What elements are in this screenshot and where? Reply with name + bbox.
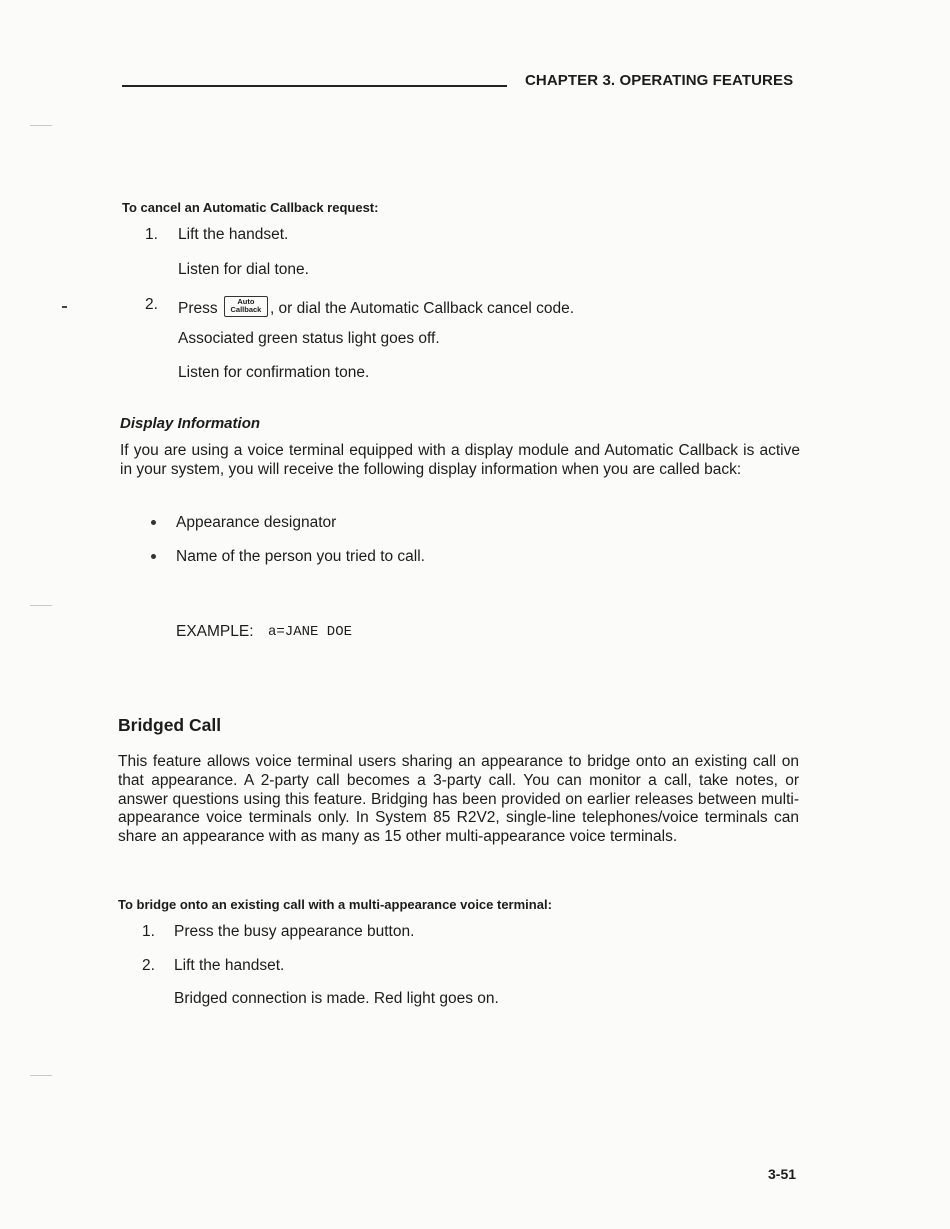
page-number: 3-51 — [768, 1166, 797, 1182]
step-number: 2. — [145, 296, 158, 313]
margin-scan-mark — [30, 1075, 52, 1076]
auto-callback-key-icon — [224, 296, 268, 317]
display-information-heading: Display Information — [120, 415, 261, 432]
bullet-item: Name of the person you tried to call. — [176, 548, 425, 565]
bullet-item: Appearance designator — [176, 514, 337, 531]
bridged-call-heading: Bridged Call — [118, 715, 222, 735]
step-text-before: Press — [178, 300, 218, 317]
step-text: Press the busy appearance button. — [174, 923, 415, 940]
step-text — [178, 296, 574, 318]
key-label-line1: Auto — [237, 297, 255, 306]
step-number: 2. — [142, 957, 155, 974]
example-display-value: a=JANE DOE — [268, 624, 353, 640]
display-information-paragraph: If you are using a voice terminal equipped with a display module and Automatic Callback is active in your system, you will receive the following display information when you are called back: — [120, 442, 800, 478]
cancel-procedure-heading: To cancel an Automatic Callback request: — [122, 200, 379, 215]
chapter-title: CHAPTER 3. OPERATING FEATURES — [525, 72, 794, 89]
step-note: Listen for dial tone. — [178, 261, 309, 278]
step-text-after: , or dial the Automatic Callback cancel code. — [269, 300, 575, 317]
step-number: 1. — [142, 923, 155, 940]
bridged-call-paragraph: This feature allows voice terminal users sharing an appearance to bridge onto an existing call on that appearance. A 2-party call becomes a 3-party call. You can monitor a call, take notes, or answer questions using this feature. Bridging has been provided on earlier releases between multi-appearance voice terminals only. In System 85 R2V2, single-line telephones/voice terminals can share an appearance with as many as 15 other multi-appearance voice terminals. — [118, 753, 799, 846]
bridge-procedure-heading: To bridge onto an existing call with a multi-appearance voice terminal: — [118, 897, 552, 912]
margin-dash-mark — [62, 306, 67, 308]
step-note: Bridged connection is made. Red light goes on. — [174, 990, 499, 1007]
header-rule — [122, 85, 507, 87]
example-label: EXAMPLE: — [176, 623, 254, 640]
margin-scan-mark — [30, 605, 52, 606]
step-number: 1. — [145, 226, 158, 243]
bullet-icon — [151, 520, 156, 525]
step-text: Lift the handset. — [174, 957, 285, 974]
step-note: Listen for confirmation tone. — [178, 364, 370, 381]
step-note: Associated green status light goes off. — [178, 330, 440, 347]
key-label-line2: Callback — [230, 305, 262, 314]
margin-scan-mark — [30, 125, 52, 126]
bullet-icon — [151, 554, 156, 559]
step-text: Lift the handset. — [178, 226, 289, 243]
